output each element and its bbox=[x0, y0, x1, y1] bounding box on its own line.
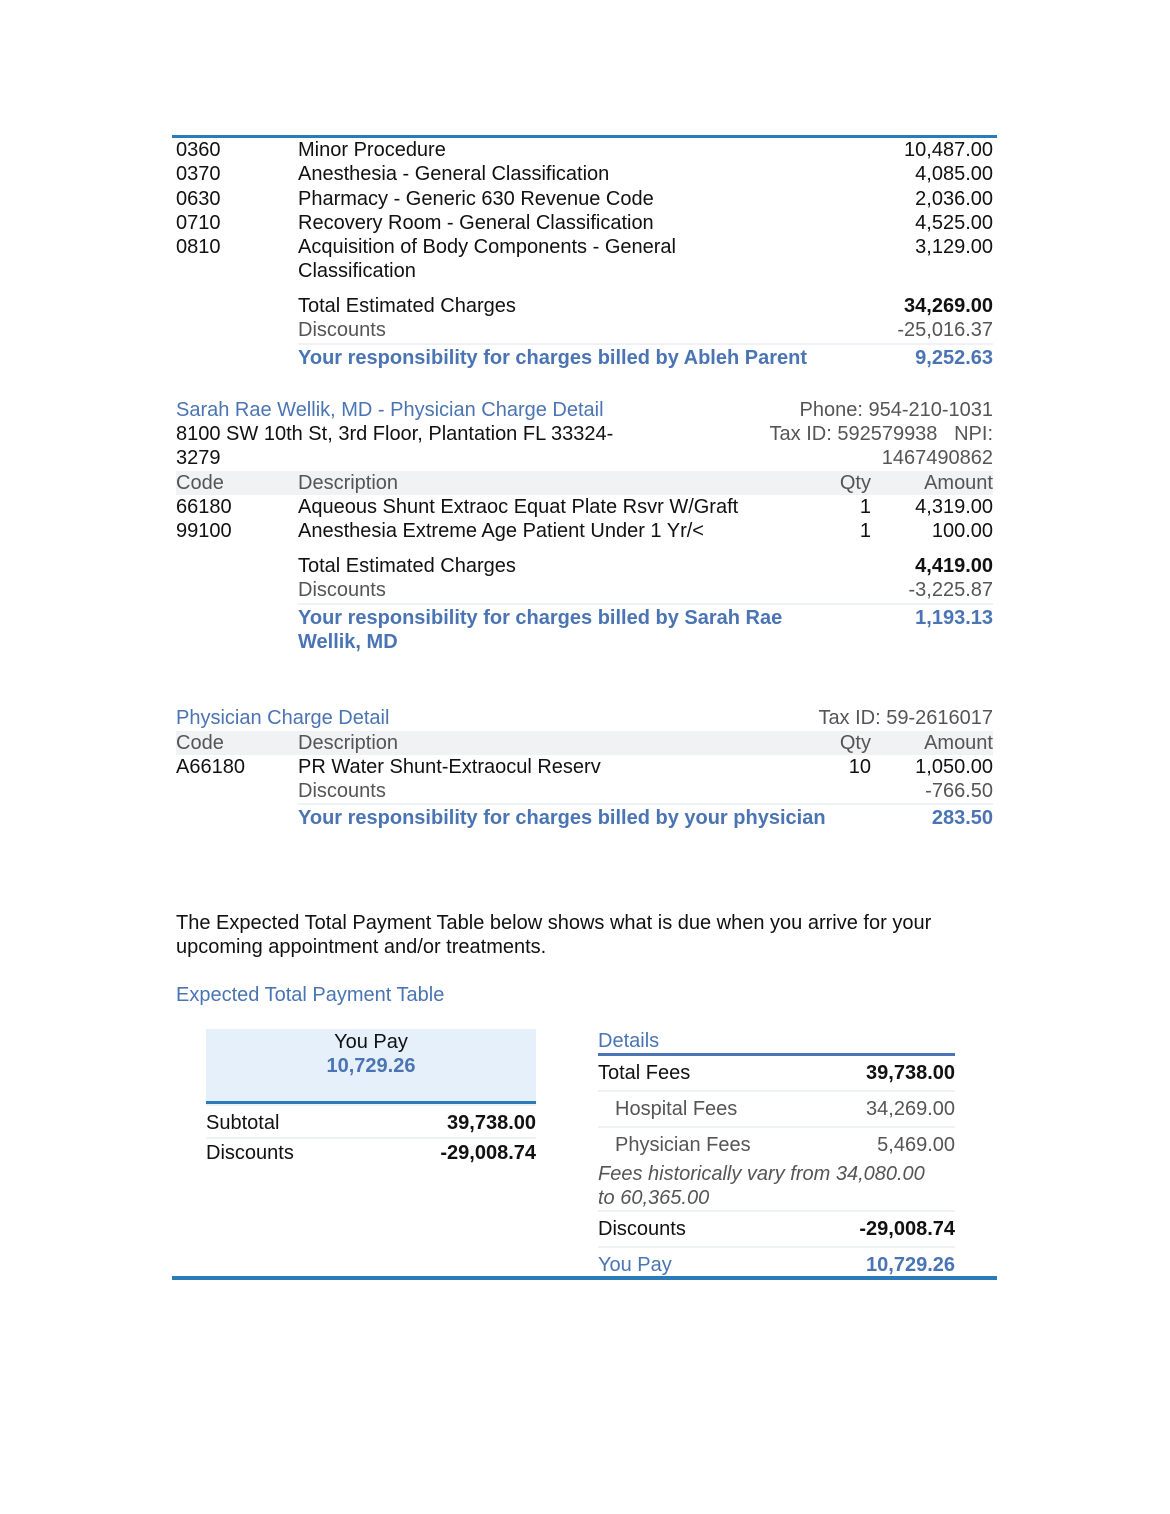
you-pay-table bbox=[206, 1029, 536, 1167]
bottom-rule bbox=[172, 1276, 997, 1280]
line-description-continued: Classification bbox=[298, 260, 416, 283]
header-amount: Amount bbox=[924, 472, 993, 494]
physician-fees-value: 5,469.00 bbox=[877, 1134, 955, 1156]
you-pay-value: 10,729.26 bbox=[326, 1055, 416, 1077]
line-code: 66180 bbox=[176, 496, 232, 518]
table-row bbox=[176, 235, 993, 259]
intro-line1: The Expected Total Payment Table below shows what is due when you arrive for your bbox=[176, 912, 932, 934]
line-description: Recovery Room - General Classification bbox=[298, 211, 654, 234]
subtotal-value: 39,738.00 bbox=[447, 1112, 536, 1134]
line-qty: 1 bbox=[859, 496, 871, 518]
header-amount: Amount bbox=[924, 732, 993, 754]
line-description: Pharmacy - Generic 630 Revenue Code bbox=[298, 187, 654, 210]
physician-address-line1: 8100 SW 10th St, 3rd Floor, Plantation FL 33324- bbox=[176, 423, 614, 445]
line-qty: 1 bbox=[859, 520, 871, 543]
discounts-row bbox=[298, 779, 993, 803]
header-code: Code bbox=[176, 732, 224, 754]
total-fees-label: Total Fees bbox=[598, 1062, 691, 1084]
line-code: 0630 bbox=[176, 187, 221, 210]
line-amount: 10,487.00 bbox=[904, 139, 993, 161]
discounts-value: -29,008.74 bbox=[440, 1142, 536, 1164]
discounts-label: Discounts bbox=[206, 1142, 294, 1164]
table-row bbox=[176, 162, 993, 186]
physician-address-line2: 3279 bbox=[176, 447, 221, 469]
responsibility-value: 283.50 bbox=[931, 807, 993, 830]
payment-table-title: Expected Total Payment Table bbox=[176, 984, 445, 1006]
table-header bbox=[176, 471, 993, 495]
discounts-row bbox=[206, 1139, 536, 1167]
subtotal-label: Subtotal bbox=[206, 1112, 280, 1134]
physician-fees-row bbox=[598, 1128, 955, 1162]
physician-phone: Phone: 954-210-1031 bbox=[799, 399, 993, 421]
total-value: 34,269.00 bbox=[904, 295, 993, 317]
discounts-row bbox=[298, 578, 993, 602]
line-amount: 3,129.00 bbox=[915, 236, 993, 259]
physician-detail-title: Physician Charge Detail bbox=[176, 707, 390, 729]
line-description: Acquisition of Body Components - General bbox=[298, 236, 676, 259]
discounts-value: -3,225.87 bbox=[908, 579, 993, 602]
header-qty: Qty bbox=[839, 472, 871, 494]
table-row bbox=[176, 755, 993, 779]
table-header bbox=[176, 731, 993, 755]
hospital-fees-value: 34,269.00 bbox=[866, 1098, 955, 1120]
header-description: Description bbox=[298, 732, 399, 754]
discounts-value: -25,016.37 bbox=[897, 319, 993, 342]
divider bbox=[298, 803, 993, 805]
responsibility-value: 1,193.13 bbox=[915, 606, 993, 629]
line-amount: 100.00 bbox=[931, 520, 993, 543]
total-estimated-charges-row bbox=[298, 554, 993, 578]
line-description: Minor Procedure bbox=[298, 139, 446, 161]
fees-note-line2: to 60,365.00 bbox=[598, 1186, 955, 1212]
hospital-summary bbox=[298, 294, 993, 370]
discounts-label: Discounts bbox=[298, 780, 386, 802]
line-code: 99100 bbox=[176, 520, 232, 543]
physician-charges-table bbox=[176, 755, 993, 779]
total-label: Total Estimated Charges bbox=[298, 555, 516, 577]
line-amount: 4,525.00 bbox=[915, 211, 993, 234]
physician-fees-label: Physician Fees bbox=[615, 1134, 751, 1156]
you-pay-label: You Pay bbox=[334, 1031, 408, 1053]
fees-note-line1: Fees historically vary from 34,080.00 bbox=[598, 1163, 925, 1185]
total-fees-row bbox=[598, 1056, 955, 1092]
divider bbox=[298, 603, 993, 605]
discounts-value: -29,008.74 bbox=[859, 1218, 955, 1240]
table-row bbox=[176, 211, 993, 235]
divider bbox=[206, 1104, 536, 1106]
physician-tax-id: Tax ID: 592579938 NPI: bbox=[769, 423, 993, 445]
you-pay-box bbox=[206, 1029, 536, 1104]
line-description: Aqueous Shunt Extraoc Equat Plate Rsvr W/Graft bbox=[298, 496, 739, 518]
physician-npi: 1467490862 bbox=[881, 447, 993, 469]
total-label: Total Estimated Charges bbox=[298, 295, 516, 317]
you-pay-value: 10,729.26 bbox=[866, 1254, 955, 1276]
discounts-row bbox=[298, 318, 993, 342]
line-qty: 10 bbox=[848, 756, 871, 778]
hospital-fees-row bbox=[598, 1092, 955, 1128]
line-description: Anesthesia - General Classification bbox=[298, 163, 610, 186]
total-value: 4,419.00 bbox=[915, 555, 993, 577]
discounts-label: Discounts bbox=[298, 579, 386, 602]
header-qty: Qty bbox=[839, 732, 871, 754]
line-amount: 4,085.00 bbox=[915, 163, 993, 186]
line-description: Anesthesia Extreme Age Patient Under 1 Yr/< bbox=[298, 520, 704, 543]
header-code: Code bbox=[176, 472, 224, 494]
intro-line2: upcoming appointment and/or treatments. bbox=[176, 936, 547, 958]
responsibility-row bbox=[298, 606, 993, 630]
physician-summary bbox=[298, 779, 993, 831]
hospital-fees-label: Hospital Fees bbox=[615, 1098, 738, 1120]
line-code: 0710 bbox=[176, 211, 221, 234]
responsibility-row bbox=[298, 346, 993, 370]
table-row-continued bbox=[176, 259, 993, 283]
responsibility-label: Your responsibility for charges billed by Sarah Rae bbox=[298, 606, 783, 629]
line-amount: 4,319.00 bbox=[915, 496, 993, 518]
table-row bbox=[176, 138, 993, 162]
line-code: 0360 bbox=[176, 139, 221, 161]
total-fees-value: 39,738.00 bbox=[866, 1062, 955, 1084]
discounts-label: Discounts bbox=[598, 1218, 686, 1240]
subtotal-row bbox=[206, 1109, 536, 1137]
physician-summary bbox=[298, 554, 993, 654]
responsibility-value: 9,252.63 bbox=[915, 346, 993, 369]
table-row bbox=[176, 519, 993, 543]
responsibility-row bbox=[298, 806, 993, 830]
line-amount: 1,050.00 bbox=[915, 756, 993, 778]
discounts-value: -766.50 bbox=[925, 780, 993, 802]
discounts-row bbox=[598, 1212, 955, 1248]
line-code: A66180 bbox=[176, 756, 245, 778]
table-row bbox=[176, 495, 993, 519]
you-pay-label: You Pay bbox=[598, 1254, 672, 1276]
line-description: PR Water Shunt-Extraocul Reserv bbox=[298, 756, 601, 778]
total-estimated-charges-row bbox=[298, 294, 993, 318]
header-description: Description bbox=[298, 472, 399, 494]
physician-charges-table bbox=[176, 495, 993, 544]
divider bbox=[298, 343, 993, 345]
physician-detail-title: Sarah Rae Wellik, MD - Physician Charge Detail bbox=[176, 399, 604, 421]
physician-tax-id: Tax ID: 59-2616017 bbox=[818, 707, 993, 729]
responsibility-label: Your responsibility for charges billed by your physician bbox=[298, 807, 826, 830]
hospital-charges-table bbox=[176, 138, 993, 284]
details-table bbox=[598, 1029, 955, 1282]
responsibility-label-continued: Wellik, MD bbox=[298, 630, 398, 653]
discounts-label: Discounts bbox=[298, 319, 386, 342]
responsibility-row-continued bbox=[298, 630, 993, 654]
table-row bbox=[176, 187, 993, 211]
line-amount: 2,036.00 bbox=[915, 187, 993, 210]
responsibility-label: Your responsibility for charges billed by Ableh Parent bbox=[298, 346, 807, 369]
details-title: Details bbox=[598, 1029, 955, 1056]
line-code: 0370 bbox=[176, 163, 221, 186]
line-code: 0810 bbox=[176, 236, 221, 259]
